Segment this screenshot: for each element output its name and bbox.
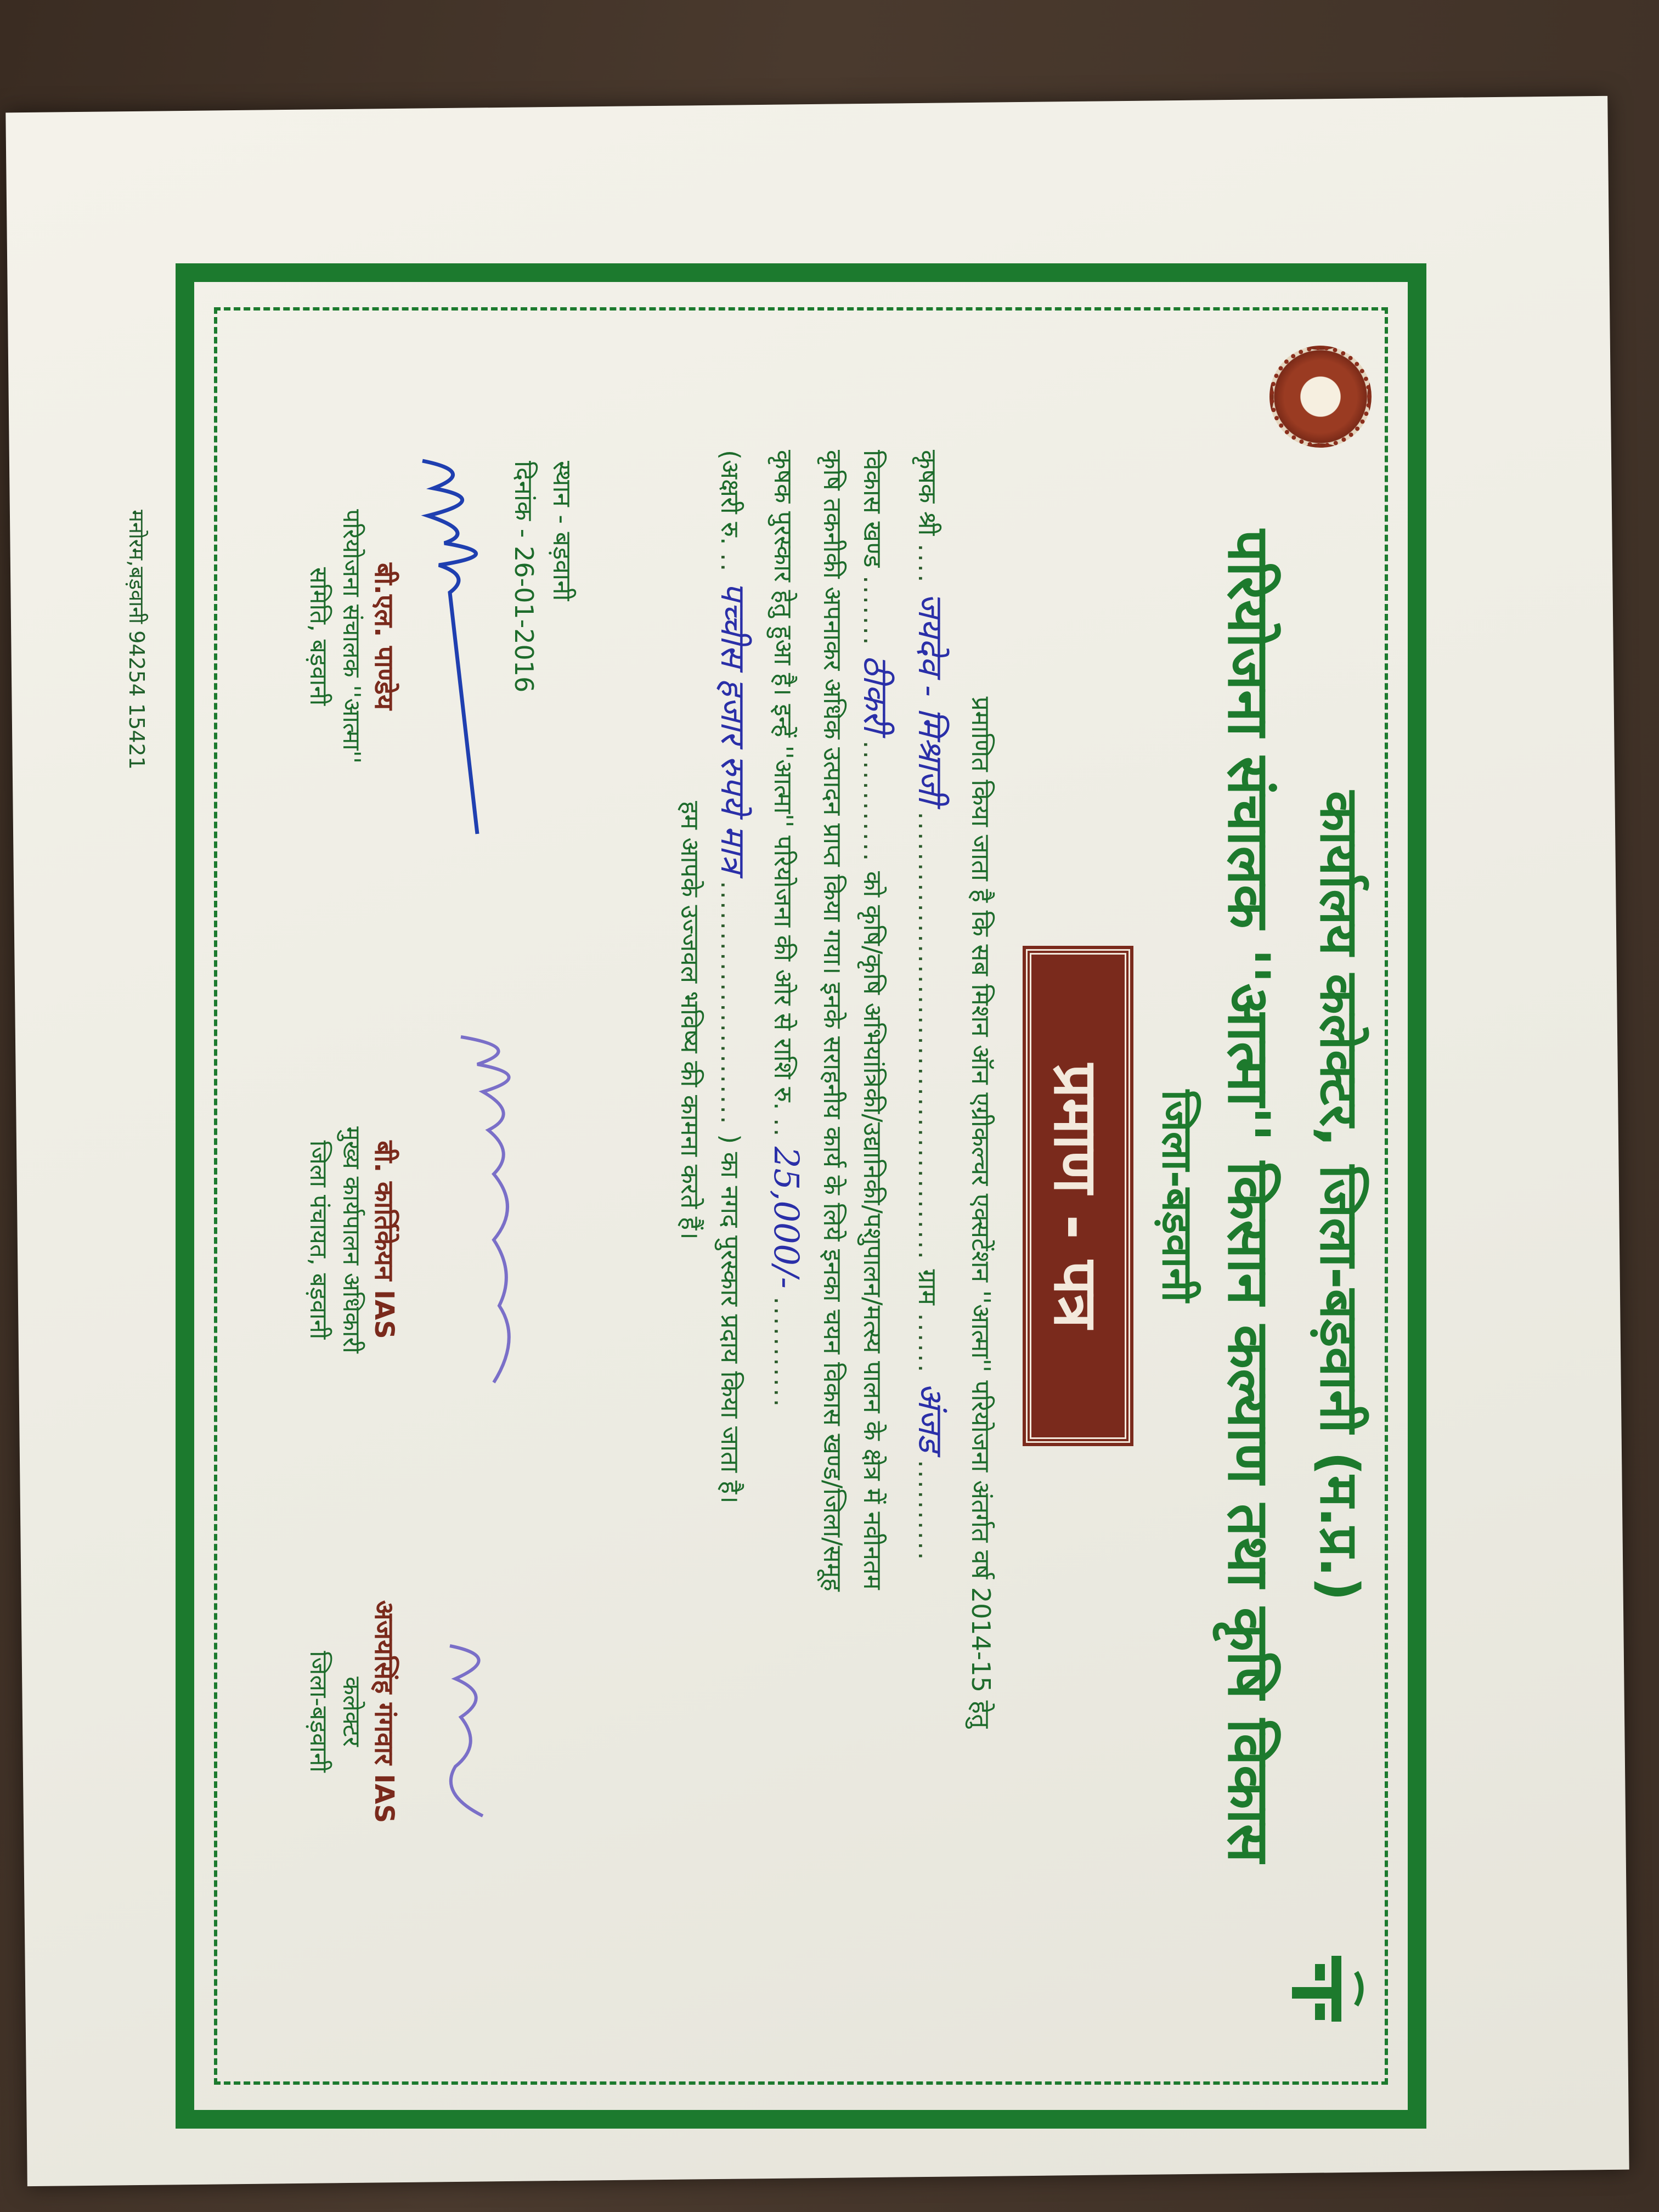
- signatory-2-title2: जिला पंचायत, बड़वानी: [304, 1140, 332, 1340]
- body-line-5: कृषक पुरस्कार हेतु हुआ है। इन्हें ''आत्मा'' परियोजना की ओर से राशि रु. .. 25,000/- ...........: [766, 450, 806, 1409]
- amount-words: पच्चीस हजार रुपये मात्र: [713, 582, 753, 873]
- signature-3-handwritten: [406, 1635, 549, 1832]
- signatory-3-name: अजयसिंह गंगवार IAS: [369, 1600, 399, 1824]
- signature-3-block: [302, 1558, 400, 1865]
- body-line-6: (अक्षरी रु. .. पच्चीस हजार रुपये मात्र ........................ ) का नगद पुरस्कार प्रदाय किया जाता है।: [713, 450, 753, 1504]
- footer-note: [110, 241, 159, 1064]
- project-title: परियोजना संचालक ''आत्मा'' किसान कल्याण तथा कृषि विकास: [1215, 529, 1282, 1863]
- body-line-6-suffix: ) का नगद पुरस्कार प्रदाय किया जाता है।: [715, 1134, 745, 1504]
- office-title: कार्यालय कलेक्टर, जिला-बड़वानी (म.प्र.): [1308, 791, 1370, 1601]
- place-text: स्थान - बड़वानी: [548, 461, 577, 601]
- block-suffix: को कृषि/कृषि अभियांत्रिकी/उद्यानिकी/पशुपालन/मत्स्य पालन के क्षेत्र में नवीनतम: [858, 871, 888, 1590]
- signature-2-block: [302, 1075, 400, 1404]
- amount-figure: 25,000/-: [766, 1147, 806, 1289]
- village-label: ग्राम: [913, 1269, 943, 1305]
- certificate-stage: [165, 252, 1437, 2156]
- village-name: अंजड: [911, 1382, 951, 1452]
- signatory-1-name: बी.एल. पाण्डेय: [369, 562, 399, 710]
- date-text: दिनांक - 26-01-2016: [509, 461, 539, 693]
- block-name: ठीकरी: [856, 655, 896, 733]
- footer-note-text: मनोरम,बड़वानी 94254 15421: [125, 510, 149, 770]
- signatory-3-title1: कलेक्टर: [337, 1677, 365, 1747]
- closing-line: हम आपके उज्जवल भविष्य की कामना करते हैं।: [675, 801, 705, 1240]
- signatory-1-title1: परियोजना संचालक ''आत्मा'': [337, 509, 365, 764]
- signature-1-handwritten: [379, 450, 543, 845]
- signatory-3-title2: जिला-बड़वानी: [304, 1651, 332, 1773]
- district-title: जिला-बड़वानी: [1153, 1090, 1202, 1302]
- body-line-4: कृषि तकनीकी अपनाकर अधिक उत्पादन प्राप्त किया गया। इनके सराहनीय कार्य के लिये इनका चयन विकास खण्ड/जिला/समूह: [818, 450, 848, 1592]
- amount-words-label: (अक्षरी रु.: [715, 450, 745, 545]
- signatory-2-name: बी. कार्तिकेयन IAS: [369, 1141, 399, 1339]
- certificate-badge: प्रमाण - पत्र: [1026, 949, 1130, 1443]
- signatory-2-title1: मुख्य कार्यपालन अधिकारी: [337, 1126, 365, 1353]
- block-line: विकास खण्ड ....... ठीकरी ............ को कृषि/कृषि अभियांत्रिकी/उद्यानिकी/पशुपालन/मत्स्य पालन के क्षेत्र में नवीनतम: [856, 450, 896, 1590]
- farmer-line: कृषक श्री .... जयदेव - मिश्राजी ............................................ ग्राम ...... अंजड ..........: [911, 450, 951, 1562]
- farmer-label: कृषक श्री: [913, 450, 943, 536]
- block-label: विकास खण्ड: [858, 450, 888, 568]
- certificate: [165, 252, 1437, 2140]
- signature-1-block: [302, 483, 400, 790]
- body-line-5-text: कृषक पुरस्कार हेतु हुआ है। इन्हें ''आत्मा'' परियोजना की ओर से राशि रु.: [769, 450, 798, 1110]
- signature-2-handwritten: [428, 1031, 571, 1426]
- signatory-1-title2: समिति, बड़वानी: [304, 567, 332, 706]
- intro-line: प्रमाणित किया जाता है कि सब मिशन ऑन एग्रीकल्चर एक्सटेंशन ''आत्मा'' परियोजना अंतर्गत वर्ष 2014-15 हेतु: [966, 696, 996, 1729]
- farmer-name: जयदेव - मिश्राजी: [911, 592, 951, 804]
